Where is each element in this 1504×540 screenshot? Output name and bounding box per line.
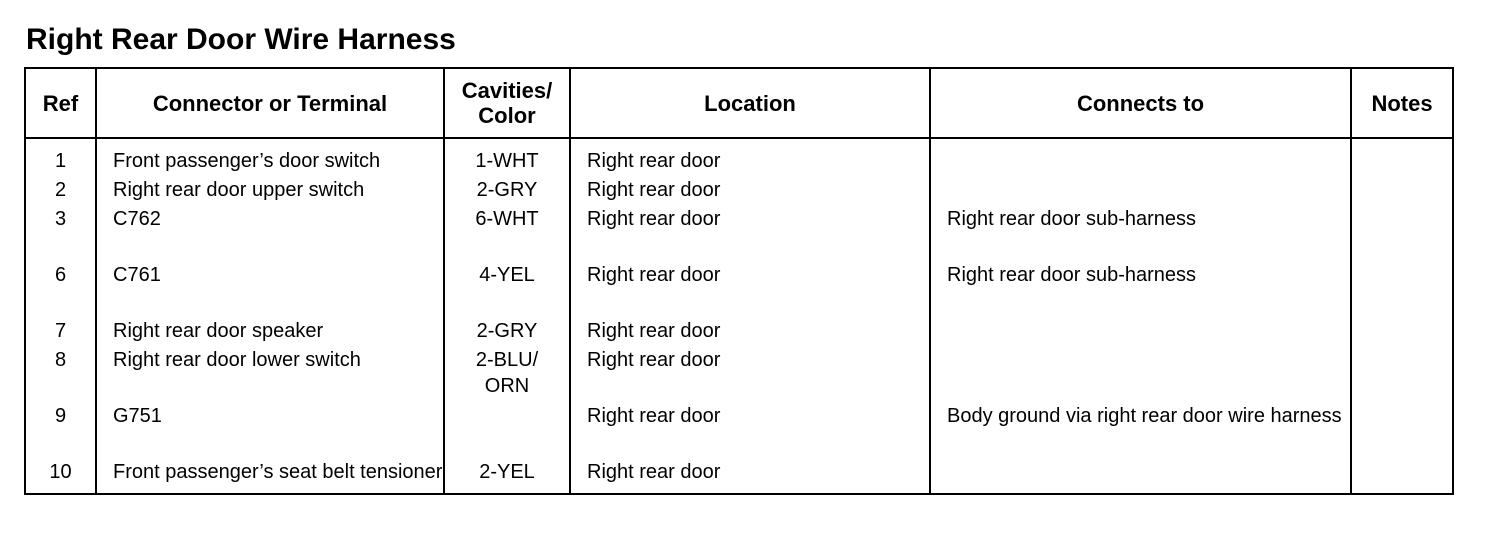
cell-notes <box>1351 347 1453 403</box>
cell-cavities: 2-GRY <box>444 177 570 206</box>
header-location: Location <box>570 68 930 138</box>
cell-ref: 8 <box>25 347 96 403</box>
table-row <box>25 138 1453 177</box>
cell-location: Right rear door <box>570 177 930 206</box>
cell-connector: Front passenger’s seat belt tensioner <box>96 459 444 494</box>
cell-notes <box>1351 177 1453 206</box>
cell-location: Right rear door <box>570 459 930 494</box>
table-row <box>25 403 1453 459</box>
cell-ref: 1 <box>25 138 96 177</box>
cell-cavities: 6-WHT <box>444 206 570 262</box>
cell-connects-to <box>930 347 1351 403</box>
cell-connects-to: Body ground via right rear door wire harness <box>930 403 1351 459</box>
cell-location: Right rear door <box>570 138 930 177</box>
cell-notes <box>1351 138 1453 177</box>
cell-cavities: 2-GRY <box>444 318 570 347</box>
table-row <box>25 459 1453 494</box>
cell-connector: G751 <box>96 403 444 459</box>
table-row <box>25 206 1453 262</box>
table-row <box>25 177 1453 206</box>
cell-cavities: 2-YEL <box>444 459 570 494</box>
header-cavities-color: Cavities/ Color <box>444 68 570 138</box>
header-notes: Notes <box>1351 68 1453 138</box>
cell-notes <box>1351 262 1453 318</box>
cell-cavities: 1-WHT <box>444 138 570 177</box>
table-row <box>25 262 1453 318</box>
cell-location: Right rear door <box>570 318 930 347</box>
header-connects-to: Connects to <box>930 68 1351 138</box>
cell-connects-to <box>930 459 1351 494</box>
cell-ref: 2 <box>25 177 96 206</box>
cell-connector: Right rear door lower switch <box>96 347 444 403</box>
cell-notes <box>1351 403 1453 459</box>
cell-connector: C761 <box>96 262 444 318</box>
cell-cavities: 2-BLU/ ORN <box>444 347 570 403</box>
page-title: Right Rear Door Wire Harness <box>26 23 456 56</box>
wire-harness-table <box>24 67 1454 495</box>
cell-location: Right rear door <box>570 206 930 262</box>
cell-ref: 10 <box>25 459 96 494</box>
cell-notes <box>1351 459 1453 494</box>
cell-notes <box>1351 318 1453 347</box>
table-row <box>25 347 1453 403</box>
table-row <box>25 318 1453 347</box>
cell-connects-to: Right rear door sub-harness <box>930 206 1351 262</box>
cell-ref: 9 <box>25 403 96 459</box>
cell-cavities: 4-YEL <box>444 262 570 318</box>
cell-location: Right rear door <box>570 262 930 318</box>
cell-ref: 7 <box>25 318 96 347</box>
cell-connects-to <box>930 177 1351 206</box>
header-ref: Ref <box>25 68 96 138</box>
cell-connector: C762 <box>96 206 444 262</box>
cell-connects-to <box>930 138 1351 177</box>
header-connector: Connector or Terminal <box>96 68 444 138</box>
cell-connector: Right rear door speaker <box>96 318 444 347</box>
cell-location: Right rear door <box>570 347 930 403</box>
cell-connector: Front passenger’s door switch <box>96 138 444 177</box>
cell-location: Right rear door <box>570 403 930 459</box>
table-header-row <box>25 68 1453 138</box>
cell-connects-to: Right rear door sub-harness <box>930 262 1351 318</box>
cell-connector: Right rear door upper switch <box>96 177 444 206</box>
cell-cavities <box>444 403 570 459</box>
cell-notes <box>1351 206 1453 262</box>
cell-connects-to <box>930 318 1351 347</box>
cell-ref: 6 <box>25 262 96 318</box>
cell-ref: 3 <box>25 206 96 262</box>
